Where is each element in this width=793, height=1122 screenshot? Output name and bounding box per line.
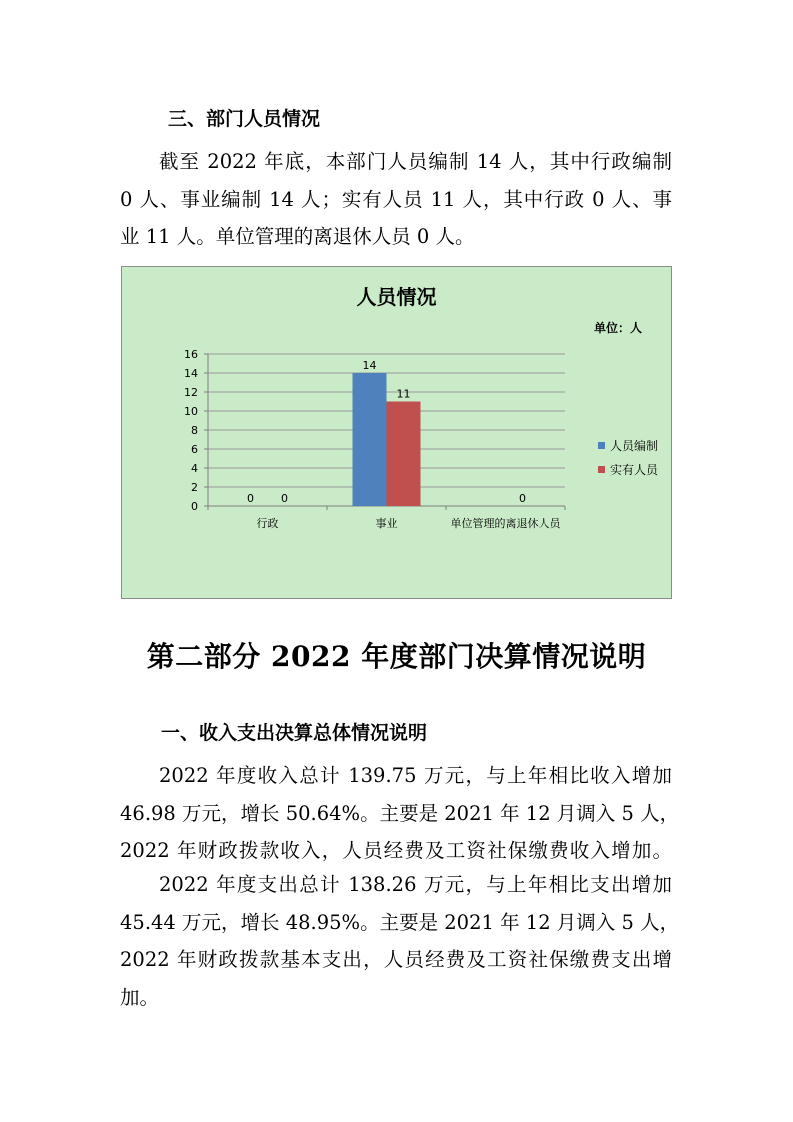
income-paragraph xyxy=(120,757,680,870)
chart-legend xyxy=(598,433,658,481)
bar xyxy=(353,373,387,506)
paragraph-line: 2022 年度收入总计 139.75 万元，与上年相比收入增加 xyxy=(159,764,672,787)
paragraph-line: 2022 年财政拨款基本支出，人员经费及工资社保缴费支出增 xyxy=(120,948,672,971)
data-label: 14 xyxy=(362,359,377,372)
paragraph-line: 2022 年财政拨款收入，人员经费及工资社保缴费收入增加。 xyxy=(120,839,672,862)
legend-swatch xyxy=(598,442,605,449)
section1-heading: 一、收入支出决算总体情况说明 xyxy=(161,722,428,744)
data-label: 11 xyxy=(396,387,411,401)
paragraph-line: 业 11 人。单位管理的离退休人员 0 人。 xyxy=(120,225,475,248)
staff-chart xyxy=(121,266,672,599)
paragraph-line: 2022 年度支出总计 138.26 万元，与上年相比支出增加 xyxy=(159,873,672,896)
paragraph-line: 45.44 万元，增长 48.95%。主要是 2021 年 12 月调入 5 人， xyxy=(120,910,680,934)
paragraph-line: 46.98 万元，增长 50.64%。主要是 2021 年 12 月调入 5 人， xyxy=(120,801,680,825)
y-tick-label: 0 xyxy=(191,500,198,513)
paragraph-line: 截至 2022 年底，本部门人员编制 14 人，其中行政编制 xyxy=(159,150,672,173)
chart-title: 人员情况 xyxy=(356,285,437,309)
part-title: 第二部分 2022 年度部门决算情况说明 xyxy=(146,640,647,673)
y-tick-label: 14 xyxy=(184,367,198,380)
x-tick-label: 事业 xyxy=(375,517,398,530)
y-tick-label: 6 xyxy=(191,443,198,456)
x-tick-label: 行政 xyxy=(256,517,279,530)
y-tick-label: 2 xyxy=(191,481,198,494)
legend-item xyxy=(598,433,658,457)
data-label: 0 xyxy=(247,492,254,505)
legend-swatch xyxy=(598,466,605,473)
chart-plot xyxy=(122,267,673,600)
legend-label: 实有人员 xyxy=(610,462,659,477)
paragraph-line: 加。 xyxy=(120,985,160,1009)
paragraph-line: 0 人、事业编制 14 人；实有人员 11 人，其中行政 0 人、事 xyxy=(120,187,672,211)
chart-unit-label: 单位：人 xyxy=(594,321,643,335)
x-tick-label: 单位管理的离退休人员 xyxy=(450,517,561,530)
expenditure-paragraph xyxy=(120,866,680,1016)
section3-heading: 三、部门人员情况 xyxy=(168,108,321,130)
y-tick-label: 8 xyxy=(191,424,198,437)
legend-label: 人员编制 xyxy=(610,438,659,453)
legend-item xyxy=(598,457,658,481)
data-label: 0 xyxy=(519,492,526,505)
y-tick-label: 16 xyxy=(184,348,198,361)
y-tick-label: 12 xyxy=(184,386,198,399)
bar xyxy=(387,402,421,507)
y-tick-label: 10 xyxy=(184,405,198,418)
y-tick-label: 4 xyxy=(191,462,198,475)
section3-paragraph xyxy=(120,143,672,256)
data-label: 0 xyxy=(281,492,288,505)
